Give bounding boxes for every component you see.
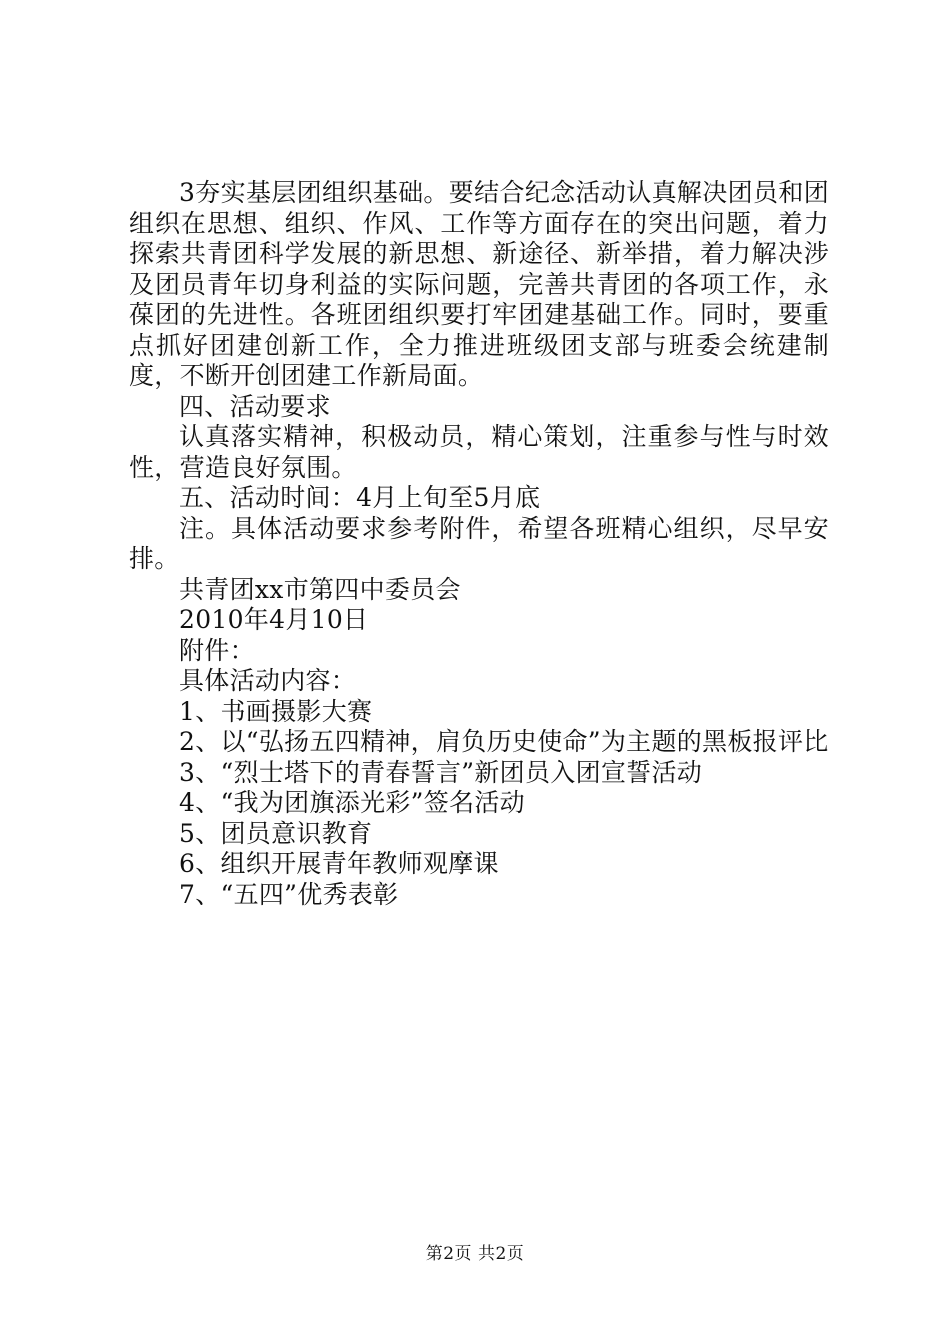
list-item: 6、组织开展青年教师观摩课 (179, 849, 499, 878)
paragraph-note: 注。具体活动要求参考附件，希望各班精心组织，尽早安排。 (129, 513, 829, 573)
page-number-footer: 第2页 共2页 (425, 1244, 525, 1264)
paragraph-foundation: 3夯实基层团组织基础。要结合纪念活动认真解决团员和团组织在思想、组织、作风、工作等方面存在的突出问题，着力探索共青团科学发展的新思想、新途径、新举措，着力解决涉及团员青年切身利益的实际问题，完善共青团的各项工作，永葆团的先进性。各班团组织要打牢团建基础工作。同时，要重点抓好团建创新工作，全力推进班级团支部与班委会统建制度，不断开创团建工作新局面。 (129, 178, 829, 390)
list-item: 2、以“弘扬五四精神，肩负历史使命”为主题的黑板报评比 (179, 727, 829, 756)
document-body (129, 178, 829, 910)
list-item: 7、“五四”优秀表彰 (179, 879, 399, 909)
list-item: 3、“烈士塔下的青春誓言”新团员入团宣誓活动 (179, 757, 703, 787)
list-item: 5、团员意识教育 (179, 818, 373, 848)
attachment-label: 附件： (179, 635, 255, 665)
signature-date: 2010年4月10日 (179, 605, 369, 634)
signature-organization: 共青团xx市第四中委员会 (179, 574, 461, 604)
heading-activity-time: 五、活动时间：4月上旬至5月底 (179, 483, 541, 512)
heading-activity-requirements: 四、活动要求 (179, 391, 331, 421)
paragraph-requirements: 认真落实精神，积极动员，精心策划，注重参与性与时效性，营造良好氛围。 (129, 422, 829, 482)
list-item: 1、书画摄影大赛 (179, 696, 373, 726)
list-item: 4、“我为团旗添光彩”签名活动 (179, 788, 525, 817)
attachment-content-heading: 具体活动内容： (179, 666, 357, 695)
